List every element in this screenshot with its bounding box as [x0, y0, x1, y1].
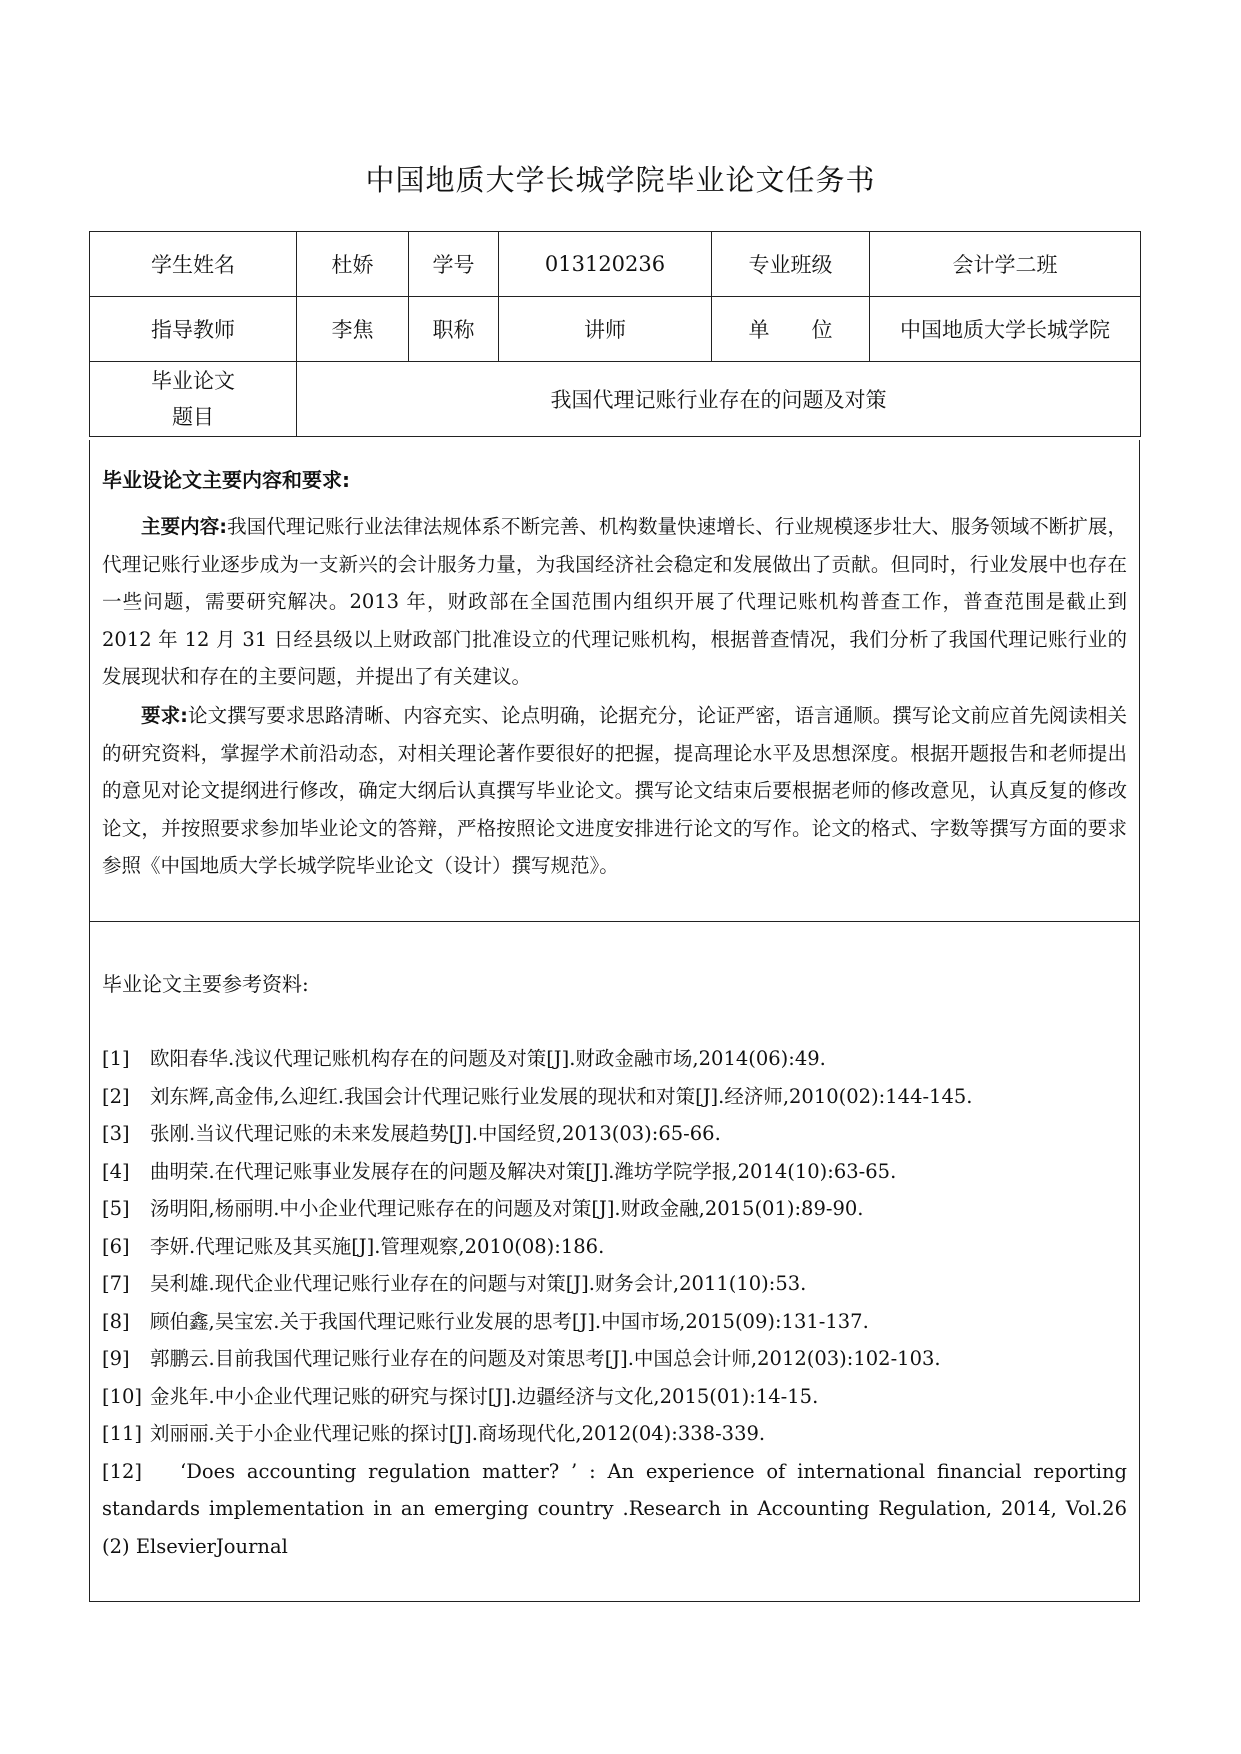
reference-text: 吴利雄.现代企业代理记账行业存在的问题与对策[J].财务会计,2011(10):53. — [150, 1272, 807, 1295]
reference-list — [102, 1040, 1127, 1565]
reference-text: 刘丽丽.关于小企业代理记账的探讨[J].商场现代化,2012(04):338-339. — [150, 1422, 766, 1445]
info-row-advisor — [90, 297, 1141, 362]
reference-number: [7] — [102, 1272, 130, 1295]
reference-text: 曲明荣.在代理记账事业发展存在的问题及解决对策[J].潍坊学院学报,2014(10):63-65. — [150, 1159, 897, 1183]
requirements-text: 论文撰写要求思路清晰、内容充实、论点明确，论据充分，论证严密，语言通顺。撰写论文前应首先阅读相关的研究资料，掌握学术前沿动态，对相关理论著作要很好的把握，提高理论水平及思想深度。根据开题报告和老师提出的意见对论文提纲进行修改，确定大纲后认真撰写毕业论文。撰写论文结束后要根据老师的修改意见，认真反复的修改论文，并按照要求参加毕业论文的答辩，严格按照论文进度安排进行论文的写作。论文的格式、字数等撰写方面的要求参照《中国地质大学长城学院毕业论文（设计）撰写规范》。 — [102, 704, 1127, 877]
requirements-label: 要求: — [141, 704, 188, 727]
content-requirements-section — [89, 440, 1140, 922]
reference-item — [102, 1340, 1127, 1378]
reference-text: 刘东辉,高金伟,么迎红.我国会计代理记账行业发展的现状和对策[J].经济师,2010(02):144-145. — [150, 1084, 973, 1108]
major-class-label: 专业班级 — [712, 232, 870, 297]
references-heading: 毕业论文主要参考资料: — [102, 972, 309, 996]
student-name-value: 杜娇 — [297, 232, 409, 297]
reference-number: [12] — [102, 1459, 143, 1483]
thesis-title-value: 我国代理记账行业存在的问题及对策 — [297, 362, 1141, 437]
reference-text: 郭鹏云.目前我国代理记账行业存在的问题及对策思考[J].中国总会计师,2012(03):102-103. — [150, 1347, 941, 1370]
student-id-value: 013120236 — [499, 232, 712, 297]
reference-text: 金兆年.中小企业代理记账的研究与探讨[J].边疆经济与文化,2015(01):14-15. — [150, 1384, 819, 1408]
reference-item — [102, 1078, 1127, 1116]
reference-number: [2] — [102, 1084, 130, 1108]
thesis-title-label-line2: 题目 — [172, 405, 214, 429]
thesis-title-label-line1: 毕业论文 — [151, 369, 235, 393]
unit-value: 中国地质大学长城学院 — [870, 297, 1141, 362]
reference-number: [10] — [102, 1384, 143, 1408]
reference-item — [102, 1303, 1127, 1341]
references-section — [89, 922, 1140, 1602]
reference-item — [102, 1415, 1127, 1453]
advisor-label: 指导教师 — [90, 297, 297, 362]
reference-item — [102, 1153, 1127, 1191]
section-heading: 毕业设论文主要内容和要求: — [102, 468, 350, 492]
main-content-label: 主要内容: — [141, 515, 228, 538]
rank-value: 讲师 — [499, 297, 712, 362]
reference-item — [102, 1115, 1127, 1153]
reference-number: [8] — [102, 1309, 130, 1333]
reference-number: [1] — [102, 1047, 130, 1070]
main-content-paragraph — [102, 508, 1127, 696]
reference-item — [102, 1040, 1127, 1078]
reference-number: [6] — [102, 1234, 130, 1258]
student-name-label: 学生姓名 — [90, 232, 297, 297]
reference-item — [102, 1265, 1127, 1303]
reference-number: [11] — [102, 1422, 143, 1445]
reference-item — [102, 1453, 1127, 1566]
unit-label: 单 位 — [712, 297, 870, 362]
advisor-value: 李焦 — [297, 297, 409, 362]
reference-text: ‘Does accounting regulation matter? ’ : An experience of international financial reporting standards implementation in an emerging country .Research in Accounting Regulation, 2014, Vol.26 (2) ElsevierJournal — [102, 1459, 1127, 1558]
reference-number: [5] — [102, 1197, 130, 1220]
reference-item — [102, 1378, 1127, 1416]
info-row-student — [90, 232, 1141, 297]
thesis-title-label — [90, 362, 297, 437]
page-title: 中国地质大学长城学院毕业论文任务书 — [365, 163, 876, 197]
reference-text: 张刚.当议代理记账的未来发展趋势[J].中国经贸,2013(03):65-66. — [150, 1122, 721, 1145]
student-info-table — [89, 231, 1141, 437]
rank-label: 职称 — [409, 297, 499, 362]
reference-text: 顾伯鑫,吴宝宏.关于我国代理记账行业发展的思考[J].中国市场,2015(09):131-137. — [150, 1309, 869, 1333]
reference-text: 汤明阳,杨丽明.中小企业代理记账存在的问题及对策[J].财政金融,2015(01):89-90. — [150, 1197, 864, 1220]
reference-item — [102, 1190, 1127, 1228]
reference-number: [4] — [102, 1159, 130, 1183]
reference-number: [9] — [102, 1347, 130, 1370]
major-class-value: 会计学二班 — [870, 232, 1141, 297]
requirements-paragraph — [102, 697, 1127, 885]
info-row-thesis-title — [90, 362, 1141, 437]
reference-item — [102, 1228, 1127, 1266]
reference-text: 李妍.代理记账及其买施[J].管理观察,2010(08):186. — [150, 1234, 605, 1258]
reference-text: 欧阳春华.浅议代理记账机构存在的问题及对策[J].财政金融市场,2014(06):49. — [150, 1047, 826, 1070]
student-id-label: 学号 — [409, 232, 499, 297]
main-content-text: 我国代理记账行业法律法规体系不断完善、机构数量快速增长、行业规模逐步壮大、服务领域不断扩展，代理记账行业逐步成为一支新兴的会计服务力量，为我国经济社会稳定和发展做出了贡献。但同时，行业发展中也存在一些问题，需要研究解决。2013 年，财政部在全国范围内组织开展了代理记账机构普查工作，普查范围是截止到 2012 年 12 月 31 日经县级以上财政部门批准设立的代理记账机构，根据普查情况，我们分析了我国代理记账行业的发展现状和存在的主要问题，并提出了有关建议。 — [102, 515, 1127, 688]
reference-number: [3] — [102, 1122, 130, 1145]
